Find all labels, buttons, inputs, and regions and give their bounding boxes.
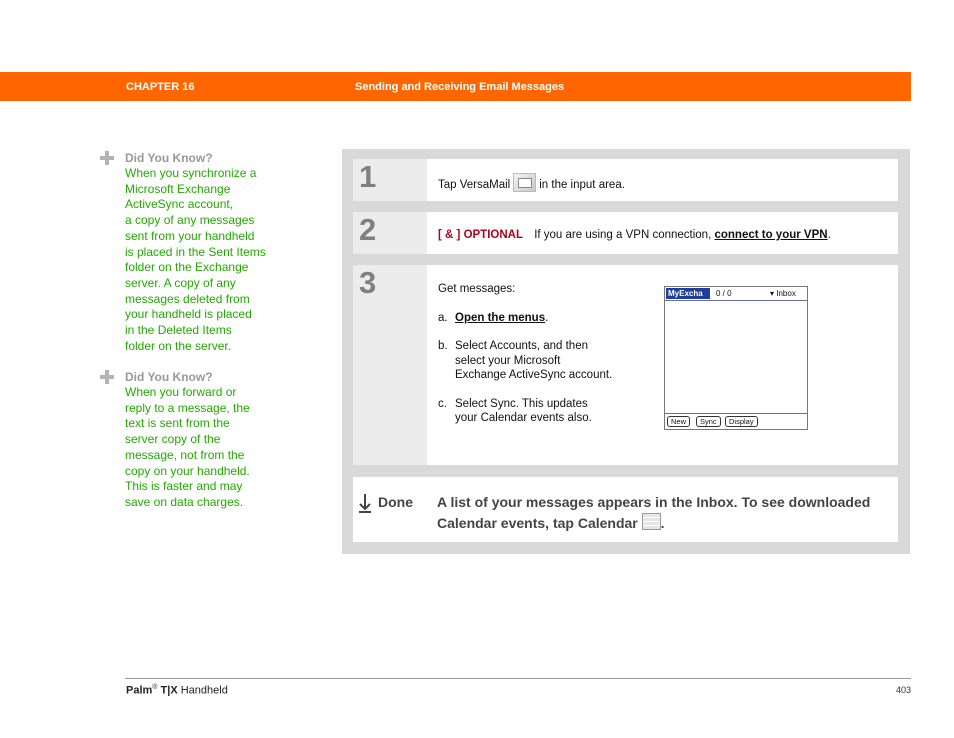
calendar-icon [642, 513, 661, 530]
message-count: 0 / 0 [716, 289, 732, 298]
step-number: 1 [359, 159, 377, 194]
folder-picker: ▾ Inbox [770, 289, 796, 298]
step-1-instruction-end: in the input area. [539, 179, 625, 191]
period: . [827, 229, 831, 241]
list-item-text: Select Accounts, and then select your Microsoft Exchange ActiveSync account. [455, 340, 613, 381]
step-number-box [353, 212, 427, 254]
step-3-text [438, 282, 613, 440]
footer-product [126, 684, 228, 697]
step-1 [353, 159, 898, 201]
open-menus-link[interactable]: Open the menus [455, 311, 546, 324]
optional-bracket: [ & ] [438, 229, 461, 241]
page-number: 403 [895, 685, 911, 695]
list-item [438, 339, 613, 383]
step-3-intro: Get messages: [438, 283, 516, 295]
connect-vpn-link[interactable]: connect to your VPN [714, 229, 828, 241]
brand-name: Palm [126, 684, 153, 697]
chapter-header-bar [0, 72, 911, 101]
step-number-box [353, 159, 427, 201]
period: . [545, 311, 549, 324]
steps-panel [342, 149, 910, 554]
device-button-bar [665, 413, 807, 429]
step-1-instruction: Tap VersaMail [438, 179, 511, 191]
list-letter: a. [438, 311, 448, 324]
product-suffix: Handheld [180, 684, 228, 697]
list-letter: b. [438, 340, 448, 352]
step-number: 2 [359, 212, 377, 247]
chapter-title: Sending and Receiving Email Messages [355, 81, 565, 93]
list-item-text: Select Sync. This updates your Calendar events also. [455, 397, 592, 424]
footer-rule [125, 678, 911, 679]
registered-mark: ® [152, 684, 158, 691]
account-tab: MyExcha [666, 288, 710, 299]
tip-heading: Did You Know? [125, 151, 213, 165]
tip-heading: Did You Know? [125, 370, 213, 384]
done-text [437, 492, 892, 534]
tip-body: When you forward or reply to a message, the text is sent from the server copy of the message, not from the copy on your handheld. This is faster and may save on data charges. [125, 385, 250, 509]
step-2-instruction: If you are using a VPN connection, [534, 229, 712, 241]
list-item [438, 397, 613, 426]
plus-icon [100, 370, 114, 384]
step-2 [353, 212, 898, 254]
plus-icon [100, 151, 114, 165]
did-you-know-tip-1 [100, 150, 275, 354]
handheld-screenshot [664, 286, 808, 430]
step-3 [353, 265, 898, 465]
versamail-icon [513, 173, 536, 192]
list-item [438, 311, 613, 326]
new-button: New [667, 416, 690, 427]
display-button: Display [725, 416, 758, 427]
model-name: T|X [160, 684, 178, 697]
done-box [353, 477, 898, 542]
folder-name: Inbox [776, 289, 796, 298]
step-number: 3 [359, 265, 377, 300]
step-2-text [438, 229, 831, 241]
tip-body: When you synchronize a Microsoft Exchange ActiveSync account, a copy of any messages sent from your handheld is placed in the Sent Items folder on the Exchange server. A copy of any messages deleted from your handheld is placed in the Deleted Items folder on the server. [125, 166, 266, 353]
period: . [660, 515, 665, 531]
down-arrow-icon [358, 493, 372, 513]
list-letter: c. [438, 397, 447, 410]
done-label: Done [378, 494, 413, 510]
device-title-bar [665, 287, 807, 301]
sync-button: Sync [696, 416, 721, 427]
optional-label: OPTIONAL [463, 229, 523, 241]
done-message: A list of your messages appears in the Inbox. To see downloaded Calendar events, tap Calendar [437, 494, 871, 531]
did-you-know-tip-2 [100, 369, 275, 511]
step-number-box [353, 265, 427, 465]
chapter-label: CHAPTER 16 [126, 81, 195, 93]
step-1-text [438, 173, 625, 192]
